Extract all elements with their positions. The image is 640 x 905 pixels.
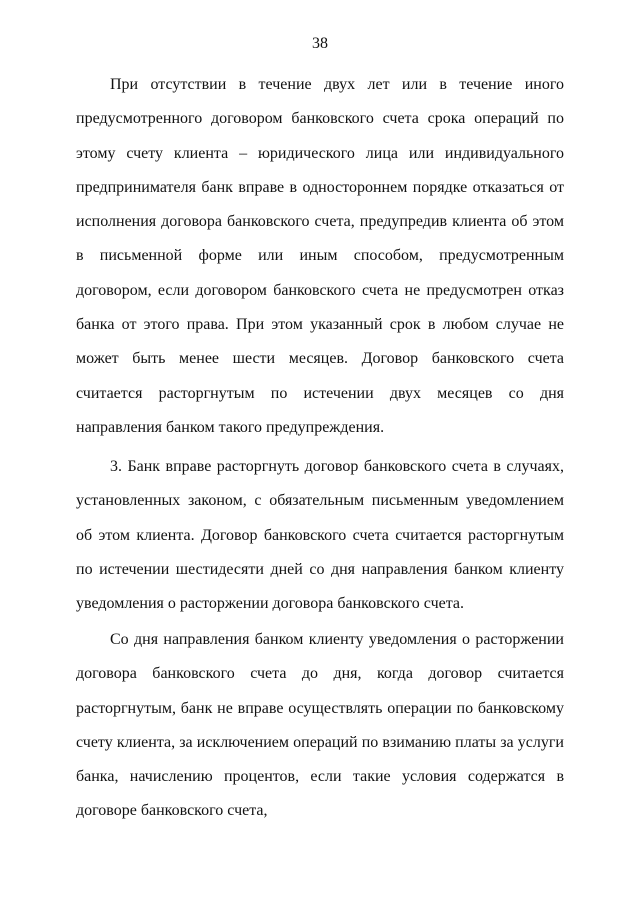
- page-number: 38: [312, 35, 328, 52]
- paragraph-bank-right-to-terminate: 3. Банк вправе расторгнуть договор банковского счета в случаях, установленных законом, с обязательным письменным уведомлением об этом клиента. Договор банковского счета считается расторгнутым по истечении шестидесяти дней со дня направления банком клиенту уведомления о расторжении договора банковского счета.: [76, 458, 564, 613]
- paragraph-no-operations-termination: При отсутствии в течение двух лет или в течение иного предусмотренного договором банковского счета срока операций по этому счету клиента – юридического лица или индивидуального предпринимателя банк вправе в одностороннем порядке отказаться от исполнения договора банковского счета, предупредив клиента об этом в письменной форме или иным способом, предусмотренным договором, если договором банковского счета не предусмотрен отказ банка от этого права. При этом указанный срок в любом случае не может быть менее шести месяцев. Договор банковского счета считается расторгнутым по истечении двух месяцев со дня направления банком такого предупреждения.: [76, 76, 564, 436]
- paragraph-operations-restriction: Со дня направления банком клиенту уведомления о расторжении договора банковского счета до дня, когда договор считается расторгнутым, банк не вправе осуществлять операции по банковскому счету клиента, за исключением операций по взиманию платы за услуги банка, начислению процентов, если такие условия содержатся в договоре банковского счета,: [76, 631, 564, 820]
